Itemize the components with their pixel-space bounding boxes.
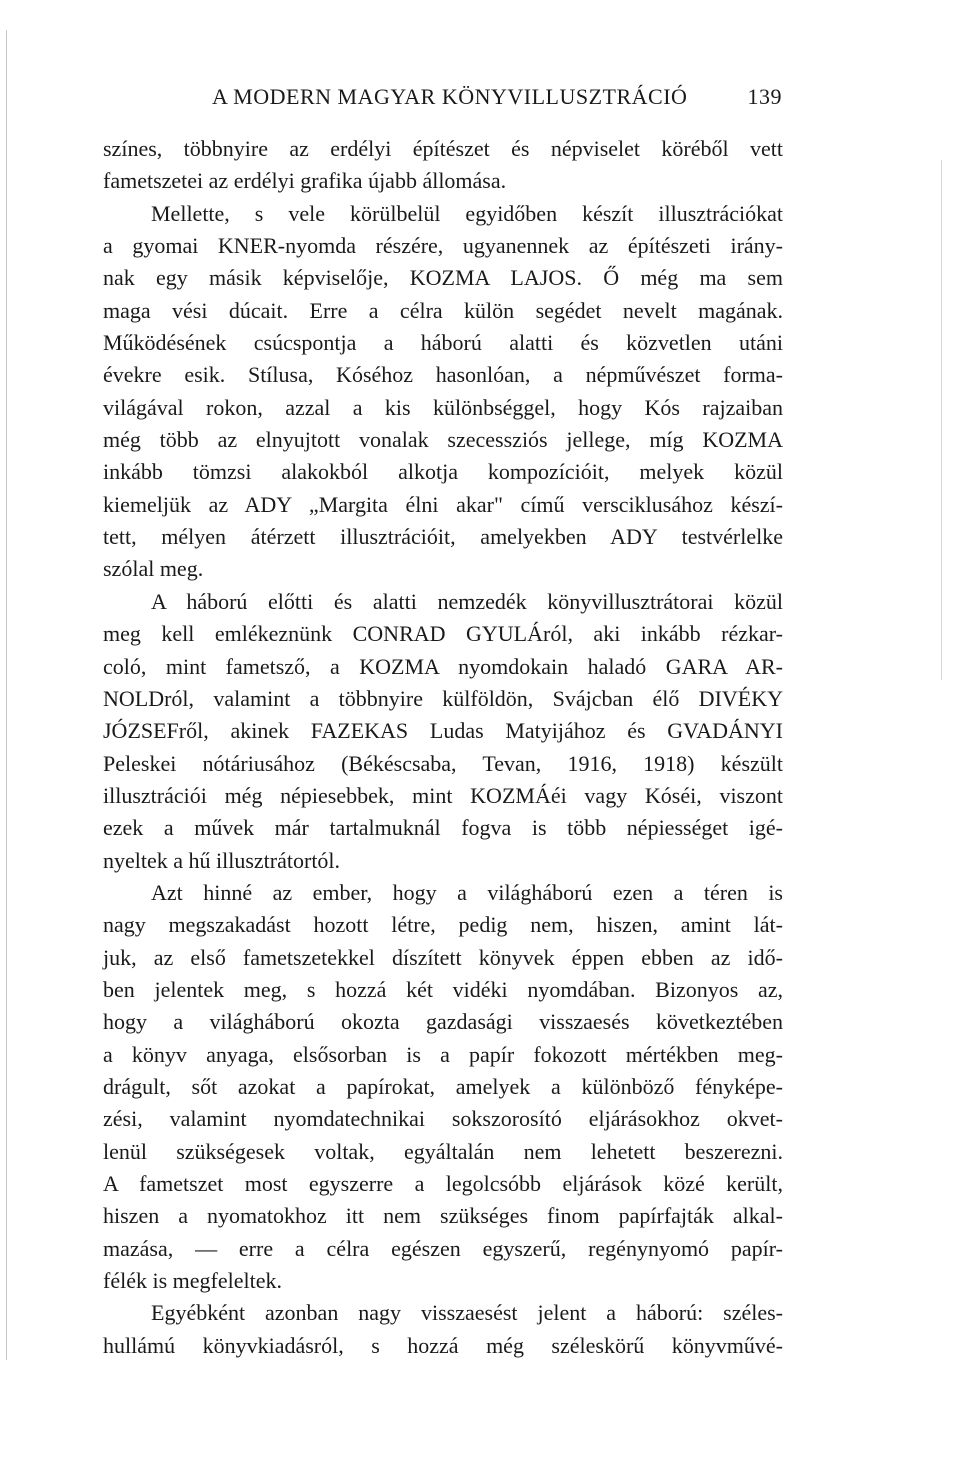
page-edge-rule <box>6 30 7 1360</box>
text-line: illusztrációi még népiesebbek, mint KOZMÁéi vagy Kóséi, viszont <box>103 782 783 808</box>
text-line: nak egy másik képviselője, KOZMA LAJOS. Ő még ma sem <box>103 265 783 291</box>
text-line: fametszetei az erdélyi grafika újabb állomása. <box>103 168 507 194</box>
running-header <box>212 84 782 116</box>
text-line: ben jelentek meg, s hozzá két vidéki nyomdában. Bizonyos az, <box>103 976 783 1002</box>
body-text <box>103 133 783 1362</box>
text-line: Mellette, s vele körülbelül egyidőben készít illusztrációkat <box>151 200 783 226</box>
text-line: A háború előtti és alatti nemzedék könyvillusztrátorai közül <box>151 588 783 614</box>
text-line: kiemeljük az ADY „Margita élni akar" című versciklusához készí- <box>103 491 783 517</box>
text-line: szólal meg. <box>103 556 204 582</box>
text-line: NOLDról, valamint a többnyire külföldön, Svájcban élő DIVÉKY <box>103 685 783 711</box>
text-line: A fametszet most egyszerre a legolcsóbb eljárások közé került, <box>103 1171 783 1196</box>
text-line: nagy megszakadást hozott létre, pedig nem, hiszen, amint lát- <box>103 912 783 938</box>
text-line: félék is megfeleltek. <box>103 1268 282 1294</box>
text-line: juk, az első fametszetekkel díszített könyvek éppen ebben az idő- <box>103 944 783 970</box>
text-line: coló, mint fametsző, a KOZMA nyomdokain haladó GARA AR- <box>103 653 783 679</box>
text-line: hiszen a nyomatokhoz itt nem szükséges finom papírfajták alkal- <box>103 1203 783 1229</box>
text-line: tett, mélyen átérzett illusztrációit, amelyekben ADY testvérlelke <box>103 524 783 550</box>
text-line: inkább tömzsi alakokból alkotja kompozícióit, melyek közül <box>103 459 783 485</box>
text-line: Egyébként azonban nagy visszaesést jelent a háború: széles- <box>151 1300 783 1326</box>
text-line: Működésének csúcspontja a háború alatti és közvetlen utáni <box>103 330 783 356</box>
text-line: hullámú könyvkiadásról, s hozzá még széleskörű könyvművé- <box>103 1332 783 1358</box>
text-line: lenül szükségesek voltak, egyáltalán nem lehetett beszerezni. <box>103 1138 783 1164</box>
text-line: ezek a művek már tartalmuknál fogva is több népiességet igé- <box>103 815 783 841</box>
text-line: színes, többnyire az erdélyi építészet és népviselet köréből vett <box>103 136 783 161</box>
text-line: drágult, sőt azokat a papírokat, amelyek a különböző fényképe- <box>103 1073 783 1099</box>
text-line: évekre esik. Stílusa, Kóséhoz hasonlóan, a népművészet forma- <box>103 362 783 388</box>
page-number: 139 <box>747 84 782 109</box>
text-line: Azt hinné az ember, hogy a világháború ezen a téren is <box>151 879 783 905</box>
text-line: nyeltek a hű illusztrátortól. <box>103 847 341 873</box>
page-edge-rule <box>941 160 942 680</box>
text-line: hogy a világháború okozta gazdasági visszaesés következtében <box>103 1009 783 1035</box>
text-line: világával rokon, azzal a kis különbséggel, hogy Kós rajzaiban <box>103 394 783 420</box>
text-line: zési, valamint nyomdatechnikai sokszorosító eljárásokhoz okvet- <box>103 1106 783 1132</box>
running-title: A MODERN MAGYAR KÖNYVILLUSZTRÁCIÓ <box>212 84 688 109</box>
text-line: Peleskei nótáriusához (Békéscsaba, Tevan, 1916, 1918) készült <box>103 750 783 776</box>
text-line: a gyomai KNER-nyomda részére, ugyanennek az építészeti irány- <box>103 233 783 259</box>
text-line: még több az elnyujtott vonalak szecessziós jellege, míg KOZMA <box>103 427 783 453</box>
text-line: JÓZSEFről, akinek FAZEKAS Ludas Matyijához és GVADÁNYI <box>103 718 783 744</box>
text-line: maga vési dúcait. Erre a célra külön segédet nevelt magának. <box>103 297 783 323</box>
text-line: mazása, — erre a célra egészen egyszerű, regénynyomó papír- <box>103 1235 783 1261</box>
text-line: meg kell emlékeznünk CONRAD GYULÁról, aki inkább rézkar- <box>103 621 783 647</box>
text-line: a könyv anyaga, elsősorban is a papír fokozott mértékben meg- <box>103 1041 783 1067</box>
